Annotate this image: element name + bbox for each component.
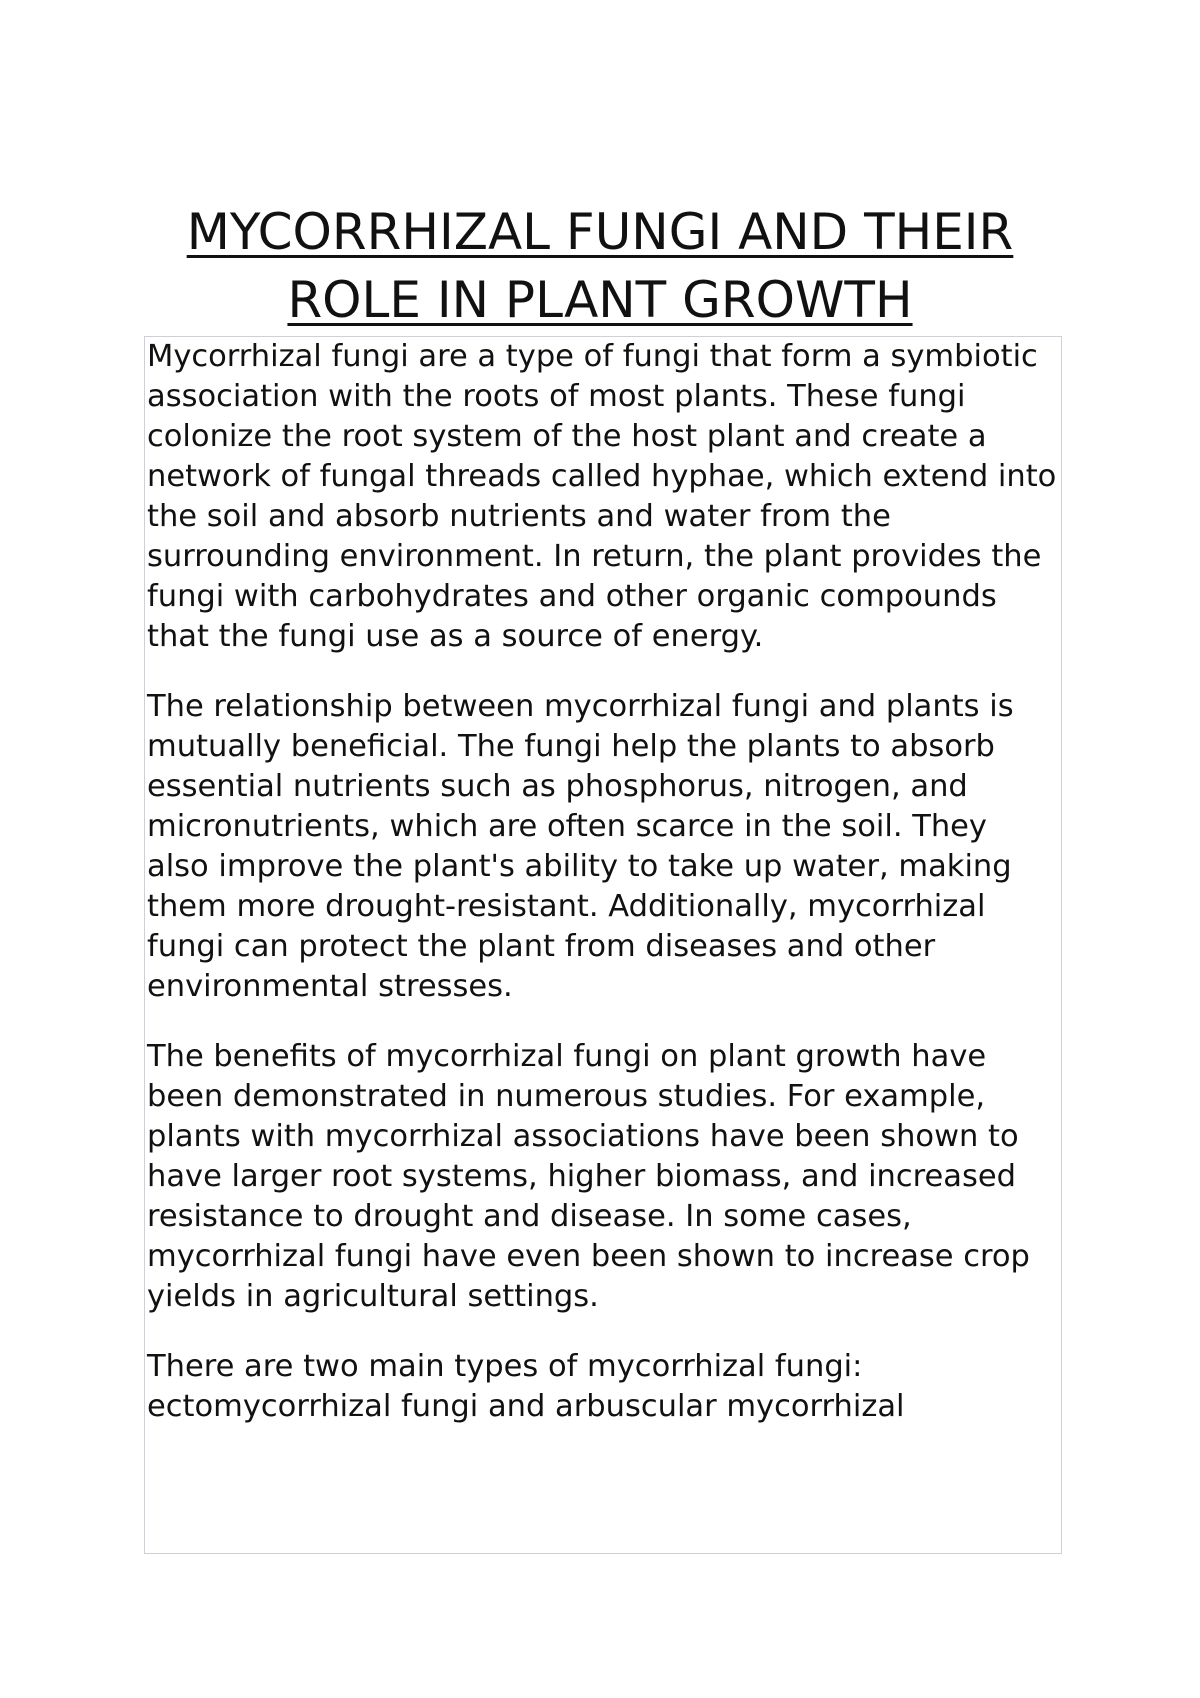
document-title bbox=[140, 198, 1060, 334]
document-title-text: MYCORRHIZAL FUNGI AND THEIR ROLE IN PLANT GROWTH bbox=[186, 203, 1014, 329]
text-content-box[interactable] bbox=[144, 336, 1062, 1554]
paragraph-1: Mycorrhizal fungi are a type of fungi that form a symbiotic association with the roots of most plants. These fungi colonize the root system of the host plant and create a network of fungal threads called hyphae, which extend into the soil and absorb nutrients and water from the surrounding environment. In return, the plant provides the fungi with carbohydrates and other organic compounds that the fungi use as a source of energy. bbox=[147, 339, 1057, 654]
paragraph-4: There are two main types of mycorrhizal fungi: ectomycorrhizal fungi and arbuscular mycorrhizal bbox=[147, 1349, 905, 1424]
paragraph-3: The benefits of mycorrhizal fungi on plant growth have been demonstrated in numerous studies. For example, plants with mycorrhizal associations have been shown to have larger root systems, higher biomass, and increased resistance to drought and disease. In some cases, mycorrhizal fungi have even been shown to increase crop yields in agricultural settings. bbox=[147, 1039, 1030, 1314]
paragraph-2: The relationship between mycorrhizal fungi and plants is mutually beneficial. The fungi help the plants to absorb essential nutrients such as phosphorus, nitrogen, and micronutrients, which are often scarce in the soil. They also improve the plant's ability to take up water, making them more drought-resistant. Additionally, mycorrhizal fungi can protect the plant from diseases and other environmental stresses. bbox=[147, 689, 1014, 1004]
